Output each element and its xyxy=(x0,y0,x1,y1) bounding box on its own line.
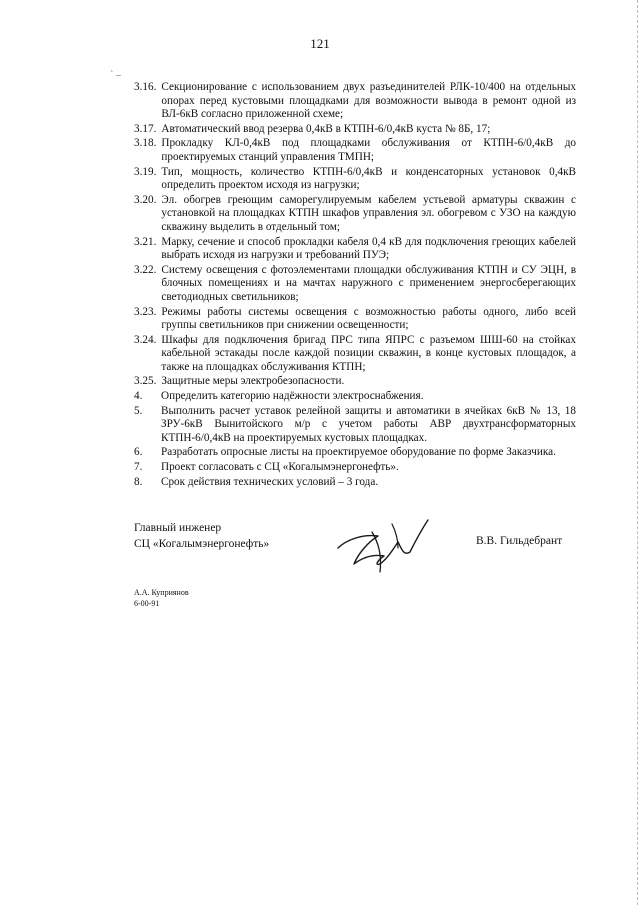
list-item xyxy=(134,166,576,193)
list-item xyxy=(134,461,576,475)
page-edge-dashes xyxy=(636,0,638,905)
item-text: Срок действия технических условий – 3 года. xyxy=(161,475,379,488)
signatory-position: Главный инженер xyxy=(134,522,222,534)
list-item xyxy=(134,390,576,404)
item-number: 7. xyxy=(134,461,143,474)
item-text: Систему освещения с фотоэлементами площадки обслуживания КТПН и СУ ЭЦН, в блочных помещениях и на мачтах наружного с применением энергосберегающих светодиодных светильников; xyxy=(161,263,576,303)
item-number: 4. xyxy=(134,390,143,403)
item-text: Проект согласовать с СЦ «Когалымэнергонефть». xyxy=(161,461,399,474)
item-number: 3.22. xyxy=(134,263,157,276)
list-item xyxy=(134,264,576,305)
item-text: Секционирование с использованием двух разъединителей РЛК-10/400 на отдельных опорах перед кустовыми площадками для возможности вывода в ремонт одной из ВЛ-6кВ согласно приложенной схеме; xyxy=(161,81,576,121)
item-number: 5. xyxy=(134,404,143,417)
item-text: Прокладку КЛ-0,4кВ под площадками обслуживания от КТПН-6/0,4кВ до проектируемых станций управления ТМПН; xyxy=(161,137,576,163)
list-item xyxy=(134,405,576,446)
author-phone: 6-00-91 xyxy=(134,599,160,608)
signatory-organization: СЦ «Когалымэнергонефть» xyxy=(134,538,270,550)
item-text: Марку, сечение и способ прокладки кабеля 0,4 кВ для подключения греющих кабелей выбрать исходя из нагрузки и требований ПУЭ; xyxy=(161,235,576,262)
list-item xyxy=(134,236,576,263)
item-number: 3.24. xyxy=(134,333,157,346)
signatory-title xyxy=(134,520,269,552)
item-text: Защитные меры электробезопасности. xyxy=(161,375,345,388)
item-number: 8. xyxy=(134,475,143,488)
list-item xyxy=(134,375,576,389)
item-text: Автоматический ввод резерва 0,4кВ в КТПН-6/0,4кВ куста № 8Б, 17; xyxy=(161,122,491,135)
item-number: 3.17. xyxy=(134,122,157,135)
signatory-name: В.В. Гильдебрант xyxy=(476,535,563,547)
item-number: 3.19. xyxy=(134,165,157,178)
item-text: Эл. обогрев греющим саморегулируемым кабелем устьевой арматуры скважин с установкой на площадках КТПН шкафов управления эл. обогревом с УЗО на каждую скважину выделить в отдельный том; xyxy=(161,193,576,233)
list-item xyxy=(134,137,576,164)
item-number: 3.20. xyxy=(134,193,157,206)
item-text: Разработать опросные листы на проектируемое оборудование по форме Заказчика. xyxy=(161,446,556,459)
handwritten-signature xyxy=(332,514,432,576)
item-text: Шкафы для подключения бригад ПРС типа ЯПРС с разъемом ШШ-60 на стойках кабельной эстакады после каждой позиции скважин, в конце кустовых площадок, а также на площадках обслуживания КТПН; xyxy=(161,333,576,373)
list-item xyxy=(134,446,576,460)
list-item xyxy=(134,81,576,122)
item-text: Определить категорию надёжности электроснабжения. xyxy=(161,390,424,403)
signature-block xyxy=(134,520,594,580)
item-text: Режимы работы системы освещения с возможностью работы одного, либо всей группы светильников при снижении освещенности; xyxy=(161,305,576,332)
list-item xyxy=(134,123,576,137)
item-number: 3.21. xyxy=(134,235,157,248)
item-number: 3.18. xyxy=(134,137,157,150)
item-text: Тип, мощность, количество КТПН-6/0,4кВ и конденсаторных установок 0,4кВ определить проектом исходя из нагрузки; xyxy=(161,165,576,192)
page-number: 121 xyxy=(310,36,330,51)
requirements-list xyxy=(134,81,576,490)
list-item xyxy=(134,334,576,375)
item-number: 3.25. xyxy=(134,375,157,388)
author-info xyxy=(134,587,189,609)
item-number: 3.23. xyxy=(134,305,157,318)
list-item xyxy=(134,476,576,490)
list-item xyxy=(134,194,576,235)
item-number: 6. xyxy=(134,446,143,459)
scan-speck: ` – xyxy=(110,70,121,81)
item-number: 3.16. xyxy=(134,81,157,93)
list-item xyxy=(134,306,576,333)
author-name: А.А. Куприянов xyxy=(134,588,189,597)
item-text: Выполнить расчет уставок релейной защиты и автоматики в ячейках 6кВ № 13, 18 ЗРУ-6кВ Вынитойского м/р с учетом работы АВР двухтрансформаторных КТПН-6/0,4кВ на проектируемых кустовых площадках. xyxy=(161,404,576,444)
